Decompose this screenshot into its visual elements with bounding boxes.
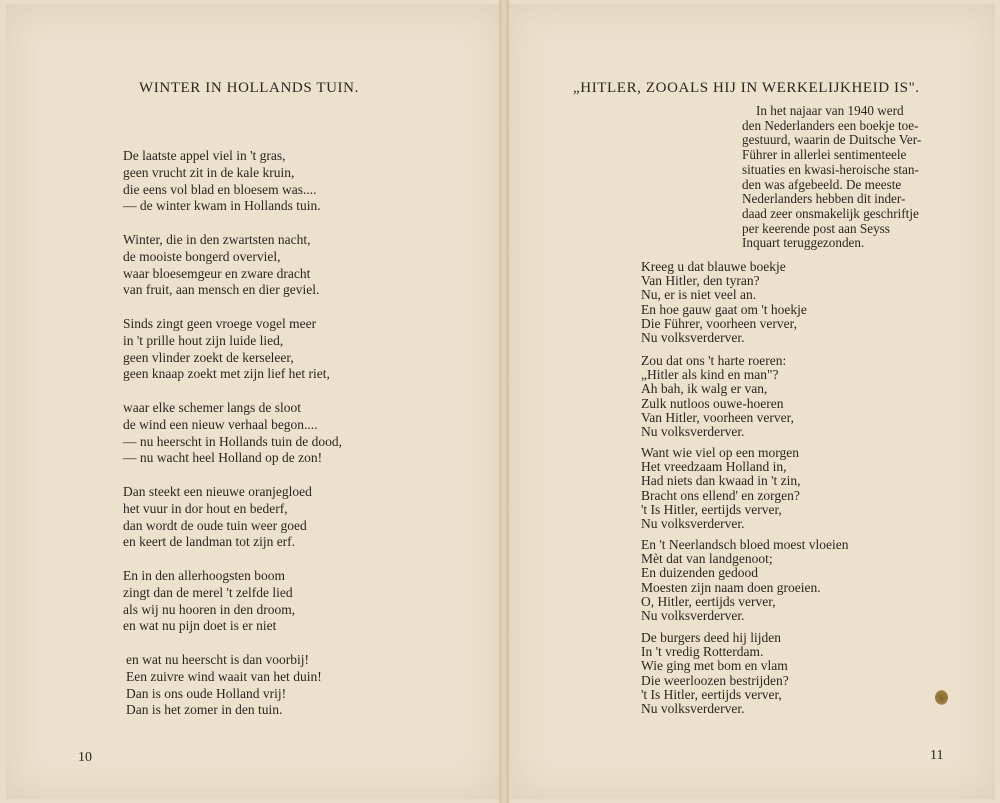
left-stanza-7 [126,652,322,719]
left-stanza-5 [123,484,312,551]
poem-line: — de winter kwam in Hollands tuin. [123,198,321,214]
poem-line: En hoe gauw gaat om 't hoekje [641,301,807,317]
intro-line: daad zeer onsmakelijk geschriftje [742,205,919,221]
intro-paragraph [742,104,944,251]
intro-line: per keerende post aan Seyss [742,220,890,236]
poem-line: Die weerloozen bestrijden? [641,672,789,688]
right-stanza-3 [641,446,801,531]
poem-title-right: „HITLER, ZOOALS HIJ IN WERKELIJKHEID IS". [573,80,920,96]
poem-line: geen vrucht zit in de kale kruin, [123,164,295,180]
paper-stain [935,690,948,705]
right-stanza-4 [641,538,849,623]
poem-line: Van Hitler, den tyran? [641,273,760,289]
poem-line: Dan is ons oude Holland vrij! [126,685,287,701]
poem-line: — nu heerscht in Hollands tuin de dood, [123,433,342,449]
poem-line: waar elke schemer langs de sloot [123,400,302,415]
poem-line: en wat nu heerscht is dan voorbij! [126,652,309,667]
page-number-left: 10 [78,750,92,765]
poem-line: O, Hitler, eertijds verver, [641,593,776,609]
right-stanza-2 [641,354,794,439]
poem-line: de wind een nieuw verhaal begon.... [123,416,318,432]
intro-line: Führer in allerlei sentimenteele [742,147,907,163]
poem-line: Had niets dan kwaad in 't zin, [641,473,801,489]
right-stanza-1 [641,260,807,345]
poem-line: Nu volksverderver. [641,424,745,440]
poem-line: Nu volksverderver. [641,608,745,624]
intro-line: In het najaar van 1940 werd [756,103,904,118]
poem-line: Ah bah, ik walg er van, [641,381,768,397]
poem-line: Van Hitler, voorheen verver, [641,409,794,425]
poem-line: De laatste appel viel in 't gras, [123,148,286,163]
poem-line: Nu volksverderver. [641,516,745,532]
intro-line: situaties en kwasi-heroische stan- [742,161,919,177]
poem-line: Dan is het zomer in den tuin. [126,702,283,718]
poem-line: Een zuivre wind waait van het duin! [126,668,322,684]
poem-line: Kreeg u dat blauwe boekje [641,259,786,274]
poem-line: 't Is Hitler, eertijds verver, [641,501,782,517]
poem-line: Het vreedzaam Holland in, [641,459,787,475]
poem-line: Sinds zingt geen vroege vogel meer [123,316,317,331]
poem-line: het vuur in dor hout en bederf, [123,500,288,516]
left-stanza-4 [123,400,342,467]
poem-line: En duizenden gedood [641,565,758,581]
poem-line: De burgers deed hij lijden [641,630,781,645]
poem-line: van fruit, aan mensch en dier geviel. [123,282,320,298]
right-stanza-5 [641,631,789,716]
poem-line: die eens vol blad en bloesem was.... [123,181,317,197]
left-stanza-6 [123,568,295,635]
poem-line: Nu, er is niet veel an. [641,287,757,303]
poem-line: in 't prille hout zijn luide lied, [123,332,284,348]
poem-line: en keert de landman tot zijn erf. [123,534,296,550]
poem-line: Dan steekt een nieuwe oranjegloed [123,484,312,499]
intro-line: den was afgebeeld. De meeste [742,176,902,192]
poem-line: Nu volksverderver. [641,330,745,346]
poem-line: Wie ging met bom en vlam [641,658,788,674]
poem-line: In 't vredig Rotterdam. [641,644,764,660]
poem-line: als wij nu hooren in den droom, [123,601,296,617]
poem-line: „Hitler als kind en man"? [641,367,779,383]
left-stanza-2 [123,232,319,299]
poem-line: en wat nu pijn doet is er niet [123,618,277,634]
page-number-right: 11 [930,748,944,763]
intro-line: gestuurd, waarin de Duitsche Ver- [742,132,922,148]
poem-line: Die Führer, voorheen verver, [641,315,797,331]
poem-line: Zulk nutloos ouwe-hoeren [641,395,784,411]
poem-line: Moesten zijn naam doen groeien. [641,579,821,595]
poem-line: Want wie viel op een morgen [641,445,799,460]
poem-line: waar bloesemgeur en zware dracht [123,265,311,281]
poem-line: Mèt dat van landgenoot; [641,551,773,567]
poem-line: dan wordt de oude tuin weer goed [123,517,307,533]
left-stanza-3 [123,316,330,383]
poem-line: Zou dat ons 't harte roeren: [641,353,787,368]
poem-line: Bracht ons ellend' en zorgen? [641,487,800,503]
poem-line: zingt dan de merel 't zelfde lied [123,584,293,600]
poem-line: En 't Neerlandsch bloed moest vloeien [641,537,849,552]
book-gutter [499,0,509,803]
intro-line: Inquart teruggezonden. [742,235,865,251]
poem-line: En in den allerhoogsten boom [123,568,285,583]
intro-line: den Nederlanders een boekje toe- [742,117,919,133]
left-stanza-1 [123,148,321,215]
poem-title-left: WINTER IN HOLLANDS TUIN. [139,80,359,96]
poem-line: geen vlinder zoekt de kerseleer, [123,349,294,365]
poem-line: — nu wacht heel Holland op de zon! [123,450,323,466]
poem-line: de mooiste bongerd overviel, [123,248,281,264]
intro-line: Nederlanders hebben dit inder- [742,191,906,207]
poem-line: geen knaap zoekt met zijn lief het riet, [123,366,330,382]
poem-line: 't Is Hitler, eertijds verver, [641,686,782,702]
poem-line: Winter, die in den zwartsten nacht, [123,232,311,247]
poem-line: Nu volksverderver. [641,701,745,717]
